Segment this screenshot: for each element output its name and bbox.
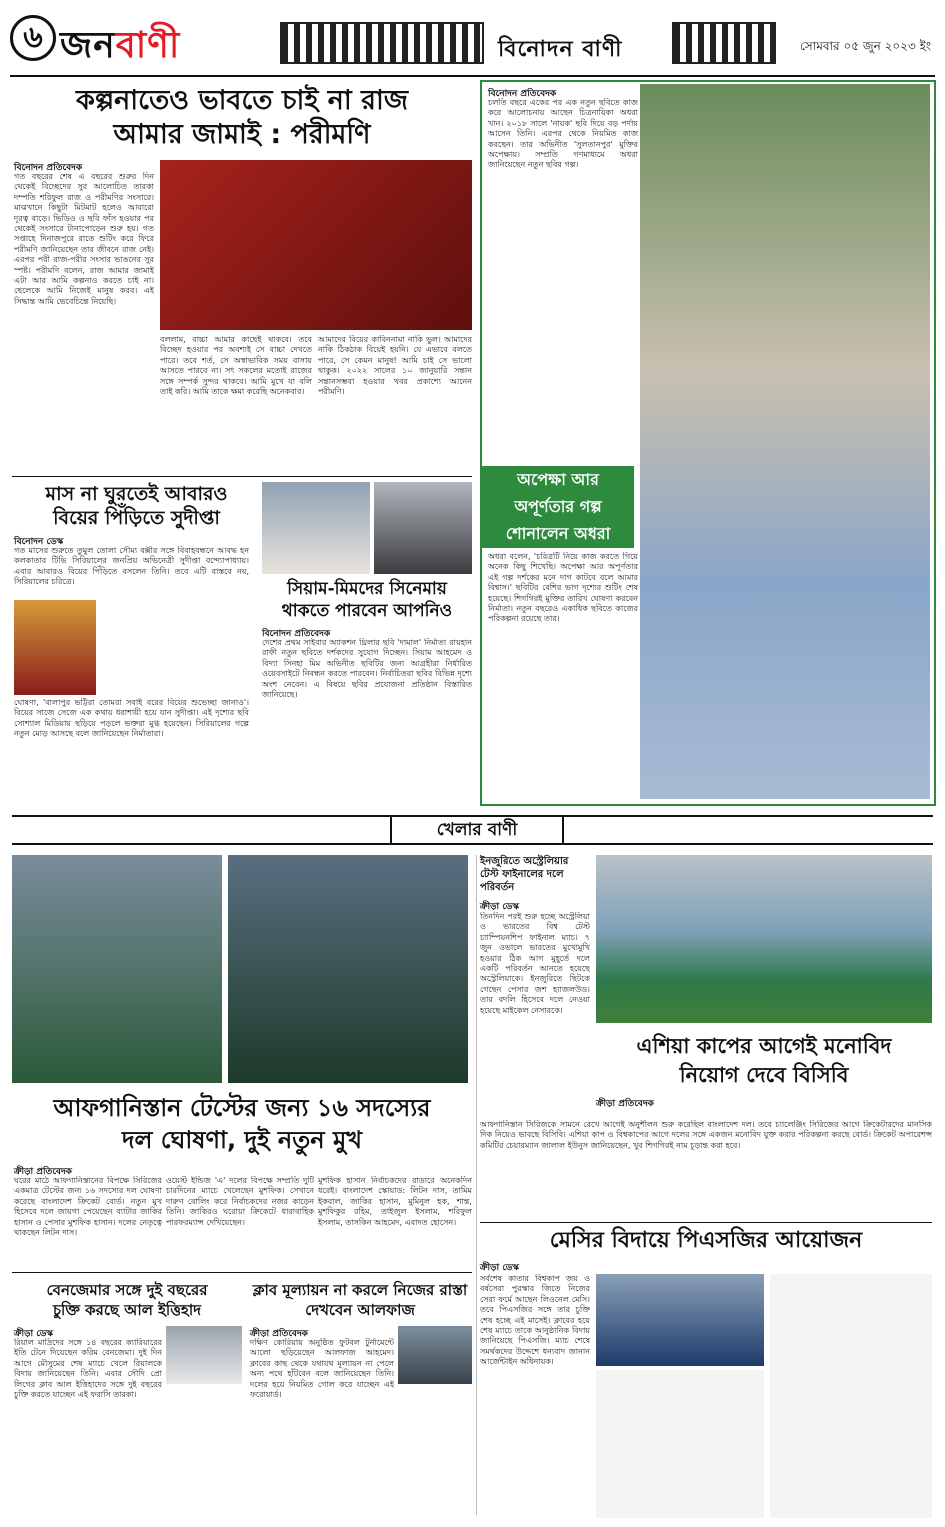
afg-test-body-col1: ঘরের মাঠে আফগানিস্তানের বিপক্ষে সিরিজের একমাত্র টেস্টের জন্য ১৬ সদস্যের দল ঘোষণা করেছে বাংলাদেশ ক্রিকেট বোর্ড। নতুন মুখ হিসেবে দলে জায়গা পেয়েছেন ব্যাটার জাকির হাসান ও পেসার মুশফিক হাসান। দলের নেতৃত্বে থাকছেন লিটন দাস। [14,1176,162,1238]
story2-headline [14,482,259,530]
newspaper-logo [60,18,180,78]
issue-date: সোমবার ০৫ জুন ২০২৩ ইং [799,39,931,53]
afg-test-headline-line1: আফগানিস্তান টেস্টের জন্য ১৬ সদস্যের [53,1094,431,1122]
sports-photo-left [12,855,222,1083]
story3-headline [262,578,472,622]
alfaz-body: দক্ষিণ কোরিয়ায় অনুষ্ঠিত ফুটবল টুর্নামেন্টে আলো ছড়িয়েছেন আলফাজ আহমেদ। ক্লাবের কাছ থেকে যথাযথ মূল্যায়ন না পেলে অন্য পথে হাঁটবেন বলে জানিয়েছেন তিনি। দলের হয়ে নিয়মিত গোল করে যাচ্ছেন এই ফরোয়ার্ড। [250,1338,394,1400]
psg-column-space [596,1370,764,1518]
asia-cup-body: আফগানিস্তান সিরিজকে সামনে রেখে আগেই অনুশীলন শুরু করেছিল বাংলাদেশ দল। তবে চ্যালেঞ্জিং সিরিজের আগে ক্রিকেটারদের মানসিক দিক নিয়েও ভাবছে বিসিবি। এশিয়া কাপ ও বিশ্বকাপের আগে দলের সঙ্গে একজন মনোবিদ যুক্ত করার পরিকল্পনা করছে বোর্ড। ক্রিকেট অপারেশন্স কমিটির চেয়ারম্যান জালাল ইউনুস জানিয়েছেন, খুব শিগগিরই নাম চূড়ান্ত করা হবে। [480,1120,932,1150]
afg-test-headline-line2: দল ঘোষণা, দুই নতুন মুখ [121,1126,363,1154]
film-strip-right-icon [672,22,776,64]
afg-test-body-col3: মুশফিক হাসান নির্বাচকদের রাডারে অনেকদিন ধরেই। বাংলাদেশ স্কোয়াড: লিটন দাস, তামিম ইকবাল, জাকির হাসান, মুমিনুল হক, শান্ত, মুশফিকুর রহিম, তাইজুল ইসলাম, শরিফুল ইসলাম, তাসকিন আহমেদ, এবাদত হোসেন। [318,1176,472,1227]
aus-headline [480,855,590,894]
psg-byline: ক্রীড়া ডেস্ক [480,1263,520,1273]
benzema-body: রিয়াল মাদ্রিদের সঙ্গে ১৪ বছরের ক্যারিয়ারের ইতি টেনে দিয়েছেন করিম বেনজেমা। দুই দিন আগে মৌসুমের শেষ ম্যাচে খেলে রিয়ালকে বিদায় জানিয়েছেন তিনি। এবার সৌদি প্রো লিগের ক্লাব আল ইত্তিহাদের সঙ্গে দুই বছরের চুক্তি করতে যাচ্ছেন এই ফরাসি তারকা। [14,1338,162,1400]
masthead-rule [10,75,935,77]
story1-headline-line2: আমার জামাই : পরীমণি [113,119,371,150]
psg-body-text: সর্বশেষ কাতার বিশ্বকাপ জয় ও বর্ষসেরা পুরস্কার জিতে নিজের সেরা ফর্মে আছেন লিওনেল মেসি। তবে পিএসজির সঙ্গে তার চুক্তি শেষ হচ্ছে এই মাসেই। ক্লাবের হয়ে শেষ ম্যাচে তাকে আনুষ্ঠানিক বিদায় জানিয়েছে পিএসজি। ম্যাচ শেষে সমর্থকদের উদ্দেশে ধন্যবাদ জানান আর্জেন্টাইন অধিনায়ক। [480,1274,590,1367]
story3-photo-right [374,482,472,574]
story4-pull-headline [482,466,634,548]
sports-section-title: খেলার বাণী [390,815,564,845]
asia-cup-headline-line1: এশিয়া কাপের আগেই মনোবিদ [636,1034,892,1058]
story4-body-bottom: অধরা বলেন, 'চরিত্রটি নিয়ে কাজ করতে গিয়ে অনেক কিছু শিখেছি। অপেক্ষা আর অপূর্ণতার এই গল্প দর্শকের মনে দাগ কাটবে বলে আমার বিশ্বাস।' ছবিটির বেশির ভাগ দৃশ্যের শুটিং শেষ হয়েছে। শিগগিরই মুক্তির তারিখ ঘোষণা করবেন নির্মাতা। নতুন বছরেও একাধিক ছবিতে কাজের পরিকল্পনা রয়েছে তার। [488,552,638,624]
story3-headline-line2: থাকতে পারবেন আপনিও [281,601,453,621]
psg-photo [596,1274,764,1366]
afg-test-rule [12,1272,472,1273]
story1-headline [12,84,472,152]
story1-photo [160,160,472,330]
story1-byline: বিনোদন প্রতিবেদক [14,163,83,173]
sports-column-divider [476,855,477,1515]
afg-test-byline: ক্রীড়া প্রতিবেদক [14,1167,72,1177]
story4-pull-line2: অপূর্ণতার গল্প [514,497,602,516]
sports-photo-right [228,855,468,1083]
story3-photo-left [262,482,370,574]
story2-photo [14,600,96,695]
asia-cup-headline-line2: নিয়োগ দেবে বিসিবি [679,1063,849,1087]
asia-cup-headline [596,1032,932,1090]
story3-body: দেশের প্রথম সাইবার অ্যাকশন থ্রিলার ছবি 'দামাল' নির্মাতা রায়হান রাফী নতুন ছবিতে দর্শকদের সুযোগ দিচ্ছেন। সিয়াম আহমেদ ও বিদ্যা সিনহা মিম অভিনীত ছবিটির জন্য আগ্রহীরা নির্ধারিত ওয়েবসাইটে নিবন্ধন করতে পারবেন। নির্বাচিতরা ছবির বিভিন্ন দৃশ্যে অংশ নেবেন। এ বিষয়ে ছবির প্রযোজনা প্রতিষ্ঠান বিস্তারিত জানিয়েছে। [262,638,472,700]
aus-headline-line3: পরিবর্তন [480,882,515,893]
benzema-photo [166,1326,242,1384]
benzema-byline: ক্রীড়া ডেস্ক [14,1329,54,1339]
asia-cup-byline: ক্রীড়া প্রতিবেদক [596,1099,654,1109]
psg-body-col1 [480,1274,590,1514]
afg-test-body-col2: ওয়েস্ট ইন্ডিজ 'এ' দলের বিপক্ষে সম্প্রতি দুটি চারদিনের ম্যাচে খেলেছেন মুশফিক। সেখানে দারুণ বোলিং করে নির্বাচকদের নজর কাড়েন তিনি। জাকিরও ঘরোয়া ক্রিকেটে ধারাবাহিক পারফরম্যান্স দেখিয়েছেন। [166,1176,314,1227]
page-number: ৬ [10,15,56,61]
story1-headline-line1: কল্পনাতেও ভাবতে চাই না রাজ [75,85,408,116]
story2-body-top: গত মাসের শুরুতে তুমুল তোলা সৌম্য বক্সীর সঙ্গে বিবাহবন্ধনে আবদ্ধ হন কলকাতার টিভি সিরিয়ালের জনপ্রিয় অভিনেত্রী সুদীপ্তা বন্দ্যোপাধ্যায়। এবার আবারও বিয়ের পিঁড়িতে বসলেন তিনি। তবে এটি বাস্তবে নয়, সিরিয়ালের চরিত্রে। [14,546,249,587]
aus-headline-line2: টেস্ট ফাইনালের দলে [480,869,564,880]
afg-test-headline [12,1092,472,1156]
story3-byline: বিনোদন প্রতিবেদক [262,629,331,639]
asia-cup-photo [596,855,932,1023]
story2-headline-line1: মাস না ঘুরতেই আবারও [45,483,228,505]
alfaz-photo [398,1326,472,1384]
story2-body: ঘোষণা, 'বালাপুর ভট্টিরা তোমরা সবাই বরের বিয়ের শুভেচ্ছা জানাও'। বিয়ের সাজে সেজে এক কথায় ধরাশায়ী হয়ে যান সুদীপ্তা। এই দৃশ্যের ছবি সোশ্যাল মিডিয়ায় ছড়িয়ে পড়লে ভক্তরা মুগ্ধ হয়েছেন। সিরিয়ালের গল্পে নতুন মোড় আসছে বলে জানিয়েছেন নির্মাতারা। [14,698,249,739]
story4-byline: বিনোদন প্রতিবেদক [488,89,557,99]
aus-byline: ক্রীড়া ডেস্ক [480,902,520,912]
story2-headline-line2: বিয়ের পিঁড়িতে সুদীপ্তা [53,507,220,529]
psg-headline: মেসির বিদায়ে পিএসজির আয়োজন [549,1228,863,1253]
story1-body-col3: আমাদের বিয়ের কাবিননামা নাকি ভুল। আমাদের নাকি ঠিকঠাক বিয়েই হয়নি। যে এভাবে বলতে পারে, সে কেমন মানুষ! আমি চাই সে ভালো থাকুক। ২০২২ সালের ১০ জানুয়ারি সন্তান সন্তানসম্ভবা হওয়ার খবর প্রকাশ্যে আনেন পরীমণি। [318,335,472,397]
benzema-headline-line1: বেনজেমার সঙ্গে দুই বছরের [46,1281,208,1299]
section-title: বিনোদন বাণী [498,37,623,62]
story4-body-top: চলতি বছরে একের পর এক নতুন ছবিতে কাজ করে আলোচনায় আছেন চিত্রনায়িকা অধরা খান। ২০১৮ সালে 'নায়ক' ছবি দিয়ে বড় পর্দায় আসেন তিনি। এরপর থেকে নিয়মিত কাজ করছেন। তার অভিনীত 'সুলতানপুর' মুক্তির অপেক্ষায়। সম্প্রতি গণমাধ্যমে অধরা জানিয়েছেন নতুন ছবির গল্প। [488,98,638,170]
alfaz-byline: ক্রীড়া প্রতিবেদক [250,1329,308,1339]
story4-pull-line3: শোনালেন অধরা [505,524,611,543]
story4-photo [640,84,930,799]
story2-byline: বিনোদন ডেস্ক [14,537,64,547]
story4-pull-line1: অপেক্ষা আর [517,470,599,489]
logo-part-b: বাণী [115,25,181,66]
logo-part-a: জন [60,25,116,66]
film-strip-left-icon [280,22,484,64]
alfaz-headline: ক্লাব মূল্যায়ন না করলে নিজের রাস্তা দেখবেন আলফাজ [252,1281,468,1319]
benzema-headline [12,1280,242,1320]
psg-column-space-right [770,1274,932,1518]
asia-cup-rule [480,1222,932,1223]
story1-body-col2: বললাম, বাচ্চা আমার কাছেই থাকবে। তবে বিচ্ছেদ হওয়ার পর অবশ্যই সে বাচ্চা দেখতে পারে। তবে শর্ত, সে অস্বাভাবিক সময় বাসায় আসতে পারবে না। সৎ সকলের মতোই রাজের সঙ্গে সম্পর্ক সুন্দর থাকবে। আমি মুখে যা বলি তাই করি। আমি তাকে ক্ষমা করেছি অনেকবার। [160,335,312,397]
story1-body-col1: গত বছরের শেষ এ বছরের শুরুর দিন থেকেই বিচ্ছেদের সুর আলোচিত তারকা দম্পতি শরিফুল রাজ ও পরীমণির সংসারে। মাঝখানে কিছুটা মিটমাট হলেও আবারো দূরত্ব বাড়ে। ভিডিও ও ছবি ফাঁস হওয়ার পর থেকেই সংসারে টানাপোড়েন শুরু হয়। গত সপ্তাহে দিনাজপুরে রাতে শুটিং করে ফিরে পরীমণি জানিয়েছেন তার জীবনে রাজ নেই। এরপর পরী রাজ-পরীর সংসার ভাঙনের সুর স্পষ্ট। পরীমণি বলেন, রাজ আমার জামাই এটা আর আমি কল্পনাও করতে চাই না। ছেলেকে আমি নিজেই মানুষ করব। এই সিদ্ধান্ত আমি ভেবেচিন্তে নিয়েছি। [14,172,154,306]
benzema-headline-line2: চুক্তি করছে আল ইত্তিহাদ [52,1301,202,1319]
aus-headline-line1: ইনজুরিতে অস্ট্রেলিয়ার [480,856,569,867]
story1-rule [12,476,472,477]
story3-headline-line1: সিয়াম-মিমদের সিনেমায় [287,579,447,599]
aus-body: তিনদিন পরই শুরু হচ্ছে অস্ট্রেলিয়া ও ভারতের বিশ্ব টেস্ট চ্যাম্পিয়নশিপ ফাইনাল ম্যাচ। ৭ জুন ওভালে ভারতের মুখোমুখি হওয়ার ঠিক আগ মুহূর্তে দলে একটি পরিবর্তন আনতে হয়েছে অস্ট্রেলিয়াকে। ইনজুরিতে ছিটকে গেছেন পেসার জশ হ্যাজলউড। তার বদলি হিসেবে দলে নেওয়া হয়েছে মাইকেল নেসারকে। [480,912,590,1015]
